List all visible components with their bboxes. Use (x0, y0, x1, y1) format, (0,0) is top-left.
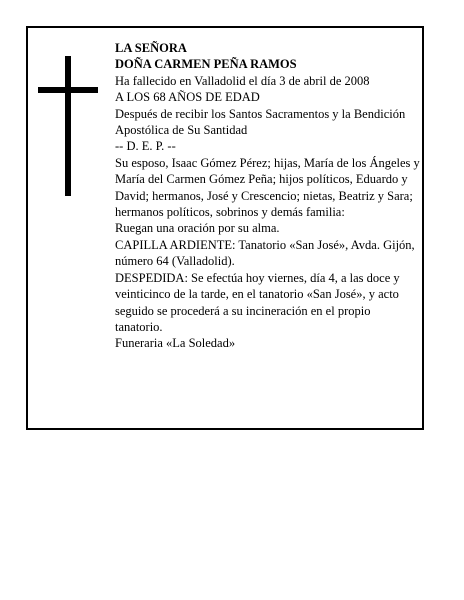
death-statement: Ha fallecido en Valladolid el día 3 de abril de 2008 (115, 73, 370, 88)
age-statement: A LOS 68 AÑOS DE EDAD (115, 90, 260, 105)
sacraments-statement: Después de recibir los Santos Sacramentos y la Bendición Apostólica de Su Santidad (115, 106, 406, 138)
funeral-home: Funeraria «La Soledad» (115, 336, 236, 351)
farewell-info: DESPEDIDA: Se efectúa hoy viernes, día 4, a las doce y veinticinco de la tarde, en el tanatorio «San José», y acto seguido se procederá a su incineración en el propio tanatorio. (115, 270, 400, 334)
notice-title: LA SEÑORA (115, 41, 187, 55)
cross-icon-bar (38, 87, 98, 93)
cross-icon (65, 56, 71, 196)
obituary-text (115, 40, 421, 352)
deceased-name: DOÑA CARMEN PEÑA RAMOS (115, 57, 297, 72)
chapel-info: CAPILLA ARDIENTE: Tanatorio «San José», Avda. Gijón, número 64 (Valladolid). (115, 237, 415, 269)
obituary-notice (26, 26, 424, 430)
rip-line: -- D. E. P. -- (115, 139, 176, 154)
prayer-request: Ruegan una oración por su alma. (115, 221, 280, 236)
family-list: Su esposo, Isaac Gómez Pérez; hijas, María de los Ángeles y María del Carmen Gómez Peña; hijos políticos, Eduardo y David; hermanos, José y Crescencio; nietas, Beatriz y Sara; hermanos políticos, sobrinos y demás familia: (115, 155, 420, 220)
